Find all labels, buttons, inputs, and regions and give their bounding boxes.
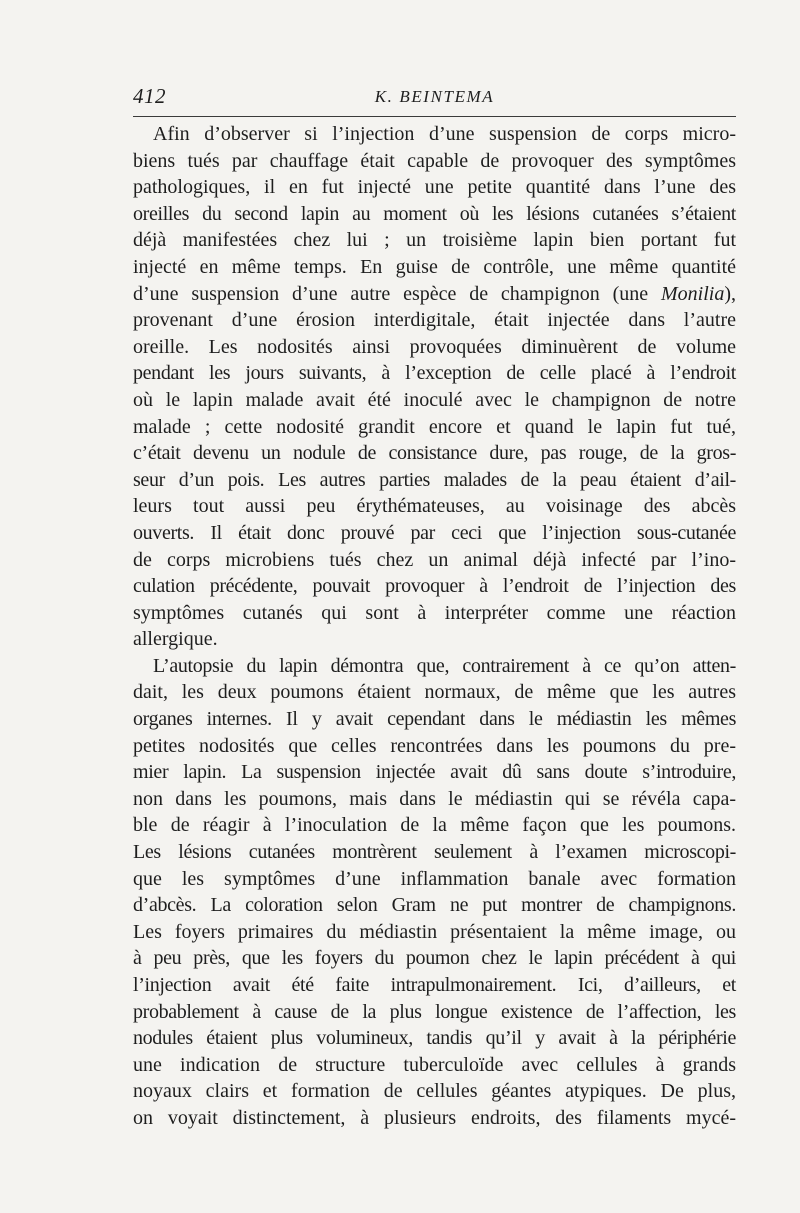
text-line: oreille. Les nodosités ainsi provoquées diminuèrent de volume <box>133 335 736 358</box>
text-line: culation précédente, pouvait provoquer à l’endroit de l’injection des <box>133 575 736 598</box>
text-line: Les lésions cutanées montrèrent seulement à l’examen microscopi- <box>133 841 736 864</box>
text-line: provenant d’une érosion interdigitale, était injectée dans l’autre <box>133 309 736 332</box>
text-line: nodules étaient plus volumineux, tandis qu’il y avait à la périphérie <box>133 1027 736 1050</box>
text-line: mier lapin. La suspension injectée avait dû sans doute s’introduire, <box>133 761 736 784</box>
text-line: pathologiques, il en fut injecté une petite quantité dans l’une des <box>133 176 736 199</box>
text-fragment: ), <box>724 282 736 305</box>
text-line: d’abcès. La coloration selon Gram ne put montrer de champignons. <box>133 894 736 917</box>
text-line: dait, les deux poumons étaient normaux, de même que les autres <box>133 681 736 704</box>
page-number: 412 <box>133 84 166 108</box>
text-line: petites nodosités que celles rencontrées dans les poumons du pre- <box>133 734 736 757</box>
text-line: que les symptômes d’une inflammation banale avec formation <box>133 867 736 890</box>
running-head <box>133 84 736 114</box>
text-line: injecté en même temps. En guise de contrôle, une même quantité <box>133 255 736 278</box>
text-line: symptômes cutanés qui sont à interpréter comme une réaction <box>133 601 736 624</box>
text-line: noyaux clairs et formation de cellules géantes atypiques. De plus, <box>133 1080 736 1103</box>
text-line: c’était devenu un nodule de consistance dure, pas rouge, de la gros- <box>133 442 736 465</box>
text-line-with-italic <box>133 281 736 308</box>
text-fragment: d’une suspension d’une autre espèce de champignon (une <box>133 282 661 305</box>
text-line: de corps microbiens tués chez un animal déjà infecté par l’ino- <box>133 548 736 571</box>
text-line: ble de réagir à l’inoculation de la même façon que les poumons. <box>133 814 736 837</box>
text-line: organes internes. Il y avait cependant dans le médiastin les mêmes <box>133 708 736 731</box>
text-line: seur d’un pois. Les autres parties malades de la peau étaient d’ail- <box>133 468 736 491</box>
text-line: malade ; cette nodosité grandit encore et quand le lapin fut tué, <box>133 415 736 438</box>
text-line: déjà manifestées chez lui ; un troisième lapin bien portant fut <box>133 229 736 252</box>
text-line: leurs tout aussi peu érythémateuses, au voisinage des abcès <box>133 495 736 518</box>
text-line: oreilles du second lapin au moment où les lésions cutanées s’étaient <box>133 202 736 225</box>
text-line: à peu près, que les foyers du poumon chez le lapin précédent à qui <box>133 947 736 970</box>
running-head-author: K. BEINTEMA <box>374 87 495 106</box>
text-line: L’autopsie du lapin démontra que, contrairement à ce qu’on atten- <box>153 654 736 677</box>
body-text <box>133 121 736 1132</box>
text-line: l’injection avait été faite intrapulmonairement. Ici, d’ailleurs, et <box>133 974 736 996</box>
header-rule <box>133 116 736 117</box>
text-line: allergique. <box>133 628 218 651</box>
text-line: biens tués par chauffage était capable de provoquer des symptômes <box>133 149 736 172</box>
text-line: où le lapin malade avait été inoculé avec le champignon de notre <box>133 388 736 411</box>
text-line: une indication de structure tuberculoïde avec cellules à grands <box>133 1053 736 1076</box>
text-line: ouverts. Il était donc prouvé par ceci que l’injection sous-cutanée <box>133 521 736 544</box>
text-line: Les foyers primaires du médiastin présentaient la même image, ou <box>133 920 736 943</box>
text-line: Afin d’observer si l’injection d’une suspension de corps micro- <box>153 123 736 145</box>
text-line: on voyait distinctement, à plusieurs endroits, des filaments mycé- <box>133 1106 736 1129</box>
text-line: pendant les jours suivants, à l’exception de celle placé à l’endroit <box>133 362 736 385</box>
text-line: non dans les poumons, mais dans le médiastin qui se révéla capa- <box>133 787 736 810</box>
italic-term: Monilia <box>660 282 725 305</box>
text-line: probablement à cause de la plus longue existence de l’affection, les <box>133 1000 736 1023</box>
